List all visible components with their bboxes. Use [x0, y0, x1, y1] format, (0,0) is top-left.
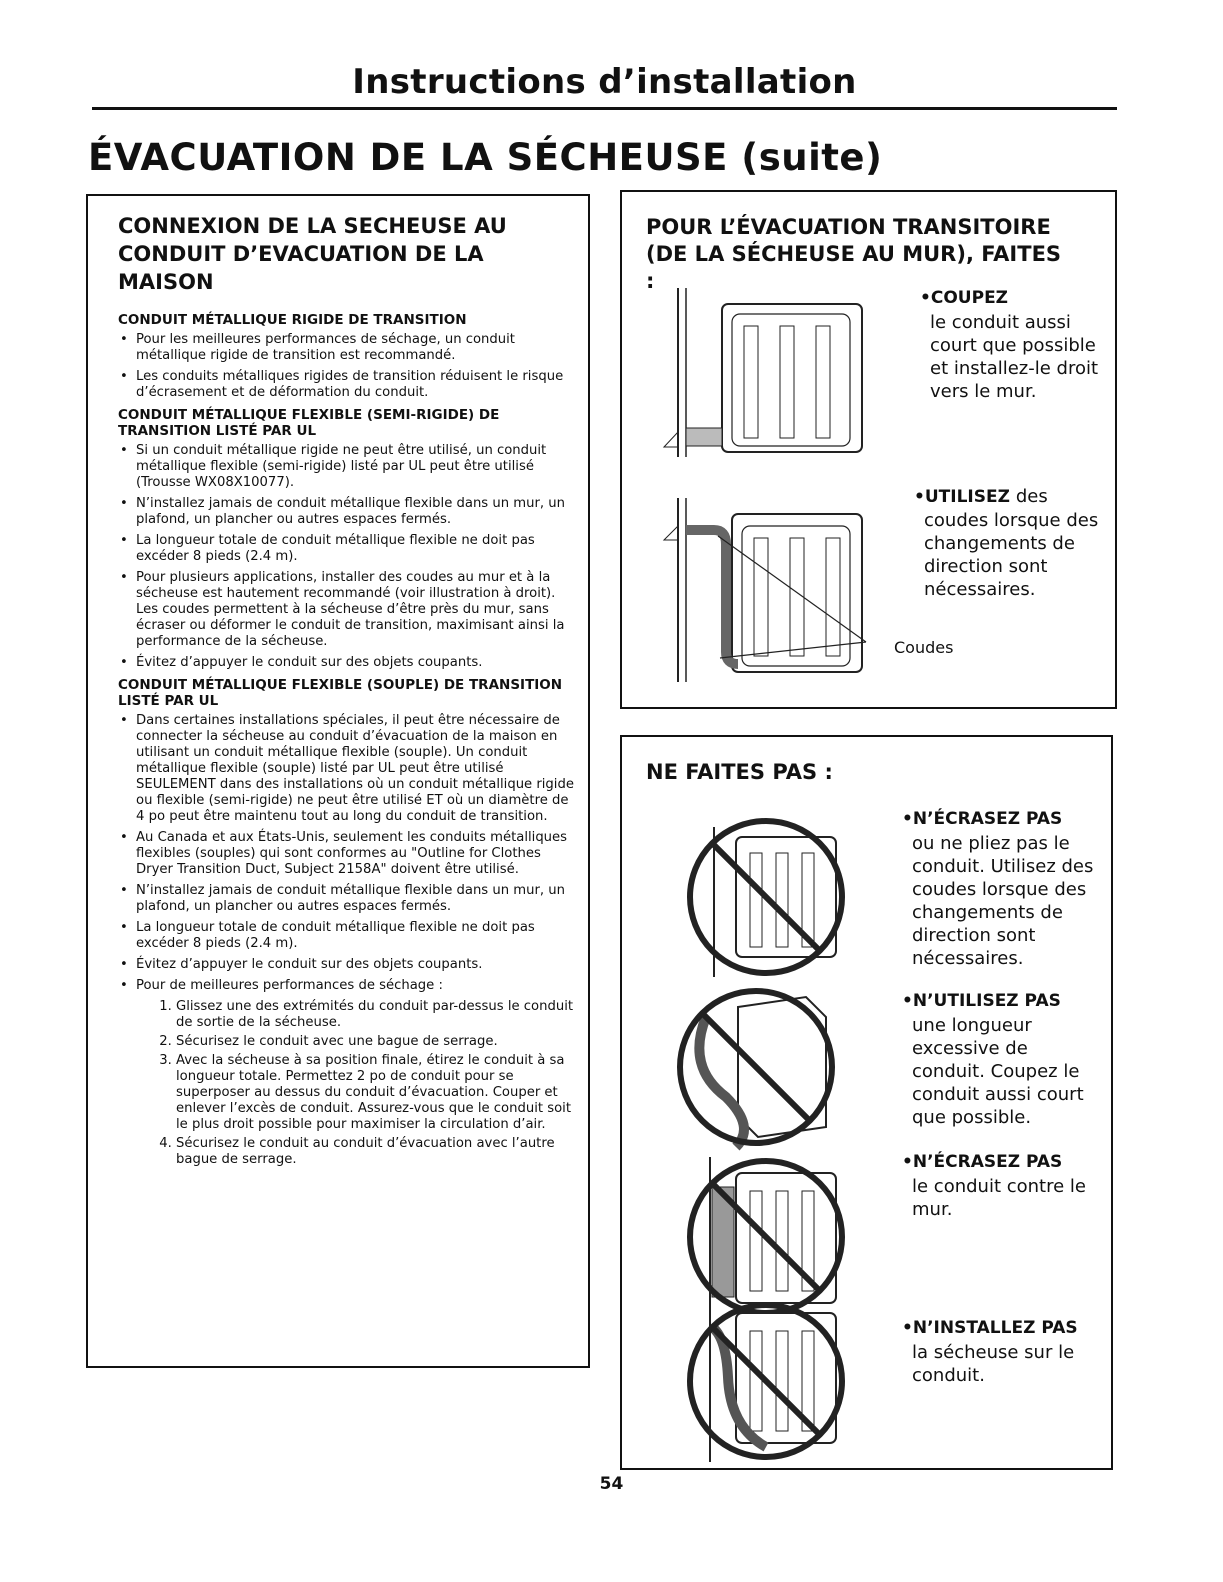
list-item: • Pour plusieurs applications, installer des coudes au mur et à la sécheuse est hautement recommandé (voir illustration à droit). Les coudes permettent à la sécheuse d’être près du mur, sans écraser ou déformer le conduit de transition, maximisant ainsi la performance de la sécheuse.	[118, 570, 578, 650]
header-divider	[92, 107, 1117, 110]
connection-instructions-box	[86, 194, 590, 1368]
list-item: • Évitez d’appuyer le conduit sur des objets coupants.	[118, 957, 578, 973]
transition-exhaust-box	[620, 190, 1117, 709]
list-item: • Si un conduit métallique rigide ne peut être utilisé, un conduit métallique flexible (semi-rigide) listé par UL peut être utilisé (Trousse WX08X10077).	[118, 443, 578, 491]
connection-title: CONNEXION DE LA SECHEUSE AU CONDUIT D’EVACUATION DE LA MAISON	[118, 214, 507, 294]
rigid-duct-list	[118, 332, 578, 401]
cut-text: le conduit aussi court que possible et installez-le droit vers le mur.	[930, 312, 1099, 402]
do-not-box	[620, 735, 1113, 1470]
section-title: ÉVACUATION DE LA SÉCHEUSE (suite)	[88, 136, 883, 179]
do-not-title: NE FAITES PAS :	[646, 760, 833, 784]
do-not-use-text: une longueur excessive de conduit. Coupez le conduit aussi court que possible.	[912, 1015, 1084, 1128]
soft-duct-list	[118, 713, 578, 994]
elbows-callout: Coudes	[894, 638, 954, 657]
list-item: • Évitez d’appuyer le conduit sur des objets coupants.	[118, 655, 578, 671]
list-item: • Les conduits métalliques rigides de transition réduisent le risque d’écrasement et de déformation du conduit.	[118, 369, 578, 401]
cut-heading: •COUPEZ	[920, 288, 1009, 308]
dryer-illustration-icon	[656, 282, 876, 472]
prohibited-long-duct-icon	[666, 977, 846, 1157]
step-item: 1. Glissez une des extrémités du conduit par-dessus le conduit de sortie de la sécheuse.	[176, 999, 578, 1031]
rigid-duct-heading: CONDUIT MÉTALLIQUE RIGIDE DE TRANSITION	[118, 312, 467, 328]
soft-duct-heading: CONDUIT MÉTALLIQUE FLEXIBLE (SOUPLE) DE TRANSITION LISTÉ PAR UL	[118, 677, 563, 709]
list-item: • Dans certaines installations spéciales, il peut être nécessaire de connecter la sécheuse au conduit d’évacuation de la maison en utilisant un conduit métallique flexible (souple). Un conduit métallique flexible (souple) listé par UL peut être utilisé SEULEMENT dans des installations où un conduit métallique rigide ou flexible (semi-rigide) ne peut être utilisé ET où un diamètre de 4 po peut être maintenu tout au long du conduit de transition.	[118, 713, 578, 825]
prohibited-install-on-duct-icon	[676, 1297, 856, 1467]
use-text: coudes lorsque des changements de direction sont nécessaires.	[924, 510, 1099, 600]
use-heading: •UTILISEZ des	[914, 486, 1048, 507]
list-item: • Pour les meilleures performances de séchage, un conduit métallique rigide de transition est recommandé.	[118, 332, 578, 364]
semi-rigid-duct-list	[118, 443, 578, 671]
do-not-use-heading: •N’UTILISEZ PAS	[902, 991, 1061, 1011]
do-not-crush-text: ou ne pliez pas le conduit. Utilisez des coudes lorsque des changements de direction sont nécessaires.	[912, 833, 1094, 969]
dryer-elbows-illustration-icon	[656, 492, 896, 692]
step-item: 2. Sécurisez le conduit avec une bague de serrage.	[176, 1034, 578, 1050]
list-item: • Pour de meilleures performances de séchage :	[118, 978, 578, 994]
do-not-install-heading: •N’INSTALLEZ PAS	[902, 1318, 1078, 1338]
do-not-crush-heading: •N’ÉCRASEZ PAS	[902, 809, 1063, 829]
list-item: • Au Canada et aux États-Unis, seulement les conduits métalliques flexibles (souples) qui sont conformes au "Outline for Clothes Dryer Transition Duct, Subject 2158A" doivent être utilisé.	[118, 830, 578, 878]
page-number: 54	[599, 1474, 624, 1494]
do-not-install-text: la sécheuse sur le conduit.	[912, 1342, 1075, 1386]
drying-steps-list	[118, 999, 578, 1168]
transition-exhaust-title: POUR L’ÉVACUATION TRANSITOIRE (DE LA SÉCHEUSE AU MUR), FAITES :	[646, 215, 1062, 293]
page-header: Instructions d’installation	[352, 62, 857, 102]
list-item: • N’installez jamais de conduit métallique flexible dans un mur, un plafond, un plancher ou autres espaces fermés.	[118, 496, 578, 528]
list-item: • La longueur totale de conduit métallique flexible ne doit pas excéder 8 pieds (2.4 m).	[118, 533, 578, 565]
step-item: 4. Sécurisez le conduit au conduit d’évacuation avec l’autre bague de serrage.	[176, 1136, 578, 1168]
list-item: • N’installez jamais de conduit métallique flexible dans un mur, un plafond, un plancher ou autres espaces fermés.	[118, 883, 578, 915]
list-item: • La longueur totale de conduit métallique flexible ne doit pas excéder 8 pieds (2.4 m).	[118, 920, 578, 952]
do-not-crush-wall-heading: •N’ÉCRASEZ PAS	[902, 1152, 1063, 1172]
prohibited-crush-icon	[676, 807, 856, 987]
semi-rigid-duct-heading: CONDUIT MÉTALLIQUE FLEXIBLE (SEMI-RIGIDE) DE TRANSITION LISTÉ PAR UL	[118, 407, 500, 439]
do-not-crush-wall-text: le conduit contre le mur.	[912, 1176, 1086, 1220]
step-item: 3. Avec la sécheuse à sa position finale, étirez le conduit à sa longueur totale. Permettez 2 po de conduit pour se superposer au dessus du conduit d’évacuation. Couper et enlever l’excès de conduit. Assurez-vous que le conduit soit le plus droit possible pour maximiser la circulation d’air.	[176, 1053, 578, 1133]
